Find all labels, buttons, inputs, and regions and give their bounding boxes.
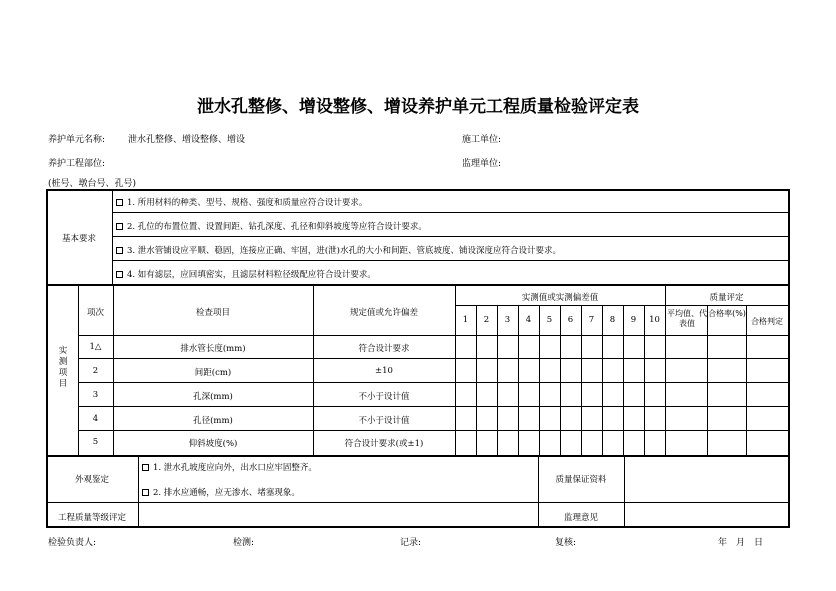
- grid-line: [78, 406, 789, 407]
- grid-line: [539, 305, 540, 455]
- basic-item-2-text: 2. 孔位的布置位置、设置间距、钻孔深度、孔径和仰斜坡度等应符合设计要求。: [127, 222, 427, 232]
- grid-line: [46, 189, 789, 191]
- measure-num-8: 8: [609, 315, 616, 325]
- grid-line: [46, 455, 789, 457]
- row-4-spec: 不小于设计值: [358, 416, 410, 426]
- appearance-item-2-text: 2. 排水应通畅，应无渗水、堵塞现象。: [153, 488, 300, 498]
- unit-name-label: 养护单元名称:: [48, 135, 106, 145]
- checkbox-appearance-2[interactable]: [142, 489, 149, 496]
- grid-line: [46, 502, 789, 503]
- grid-line: [560, 305, 561, 455]
- appearance-item-1: [142, 461, 317, 473]
- col-rate: 合格率(%): [708, 309, 746, 318]
- checkbox-basic-1[interactable]: [116, 199, 123, 206]
- grid-line: [78, 430, 789, 431]
- row-5-item: 仰斜坡度(%): [188, 439, 238, 449]
- col-judge: 合格判定: [751, 317, 783, 326]
- measure-num-10: 10: [649, 315, 660, 325]
- grid-line: [46, 284, 789, 286]
- basic-item-4: [116, 268, 376, 280]
- footer-test: 检测:: [233, 538, 255, 548]
- basic-item-2: [116, 220, 427, 232]
- grid-line: [644, 305, 645, 455]
- row-2-no: 2: [92, 366, 99, 376]
- construction-unit-label: 施工单位:: [462, 135, 502, 145]
- col-measured: 实测值或实测偏差值: [521, 293, 599, 303]
- basic-item-4-text: 4. 如有滤层，应回填密实，且滤层材料粒径级配应符合设计要求。: [127, 270, 376, 280]
- grid-line: [624, 455, 625, 526]
- supervision-opinion-label: 监理意见: [563, 513, 598, 523]
- row-2-spec: ±10: [375, 366, 393, 376]
- checkbox-basic-3[interactable]: [116, 247, 123, 254]
- grid-line: [455, 284, 456, 455]
- col-quality: 质量评定: [709, 293, 744, 303]
- grid-line: [665, 284, 666, 455]
- appearance-item-1-text: 1. 泄水孔坡度应向外，出水口应牢固整齐。: [153, 463, 317, 473]
- footer-review: 复核:: [555, 538, 577, 548]
- appearance-label: 外观鉴定: [74, 475, 109, 485]
- basic-item-1-text: 1. 所用材料的种类、型号、规格、强度和质量应符合设计要求。: [127, 198, 368, 208]
- measure-num-4: 4: [525, 315, 532, 325]
- grid-line: [455, 305, 789, 306]
- footer-date: 年 月 日: [718, 538, 764, 548]
- measure-num-7: 7: [588, 315, 595, 325]
- row-1-no: 1△: [89, 342, 102, 352]
- grid-line: [623, 305, 624, 455]
- pile-note: (桩号、墩台号、孔号): [48, 179, 137, 189]
- row-3-spec: 不小于设计值: [358, 392, 410, 402]
- grid-line: [581, 305, 582, 455]
- grade-label: 工程质量等级评定: [57, 513, 126, 523]
- measure-num-3: 3: [504, 315, 511, 325]
- grid-line: [112, 212, 789, 213]
- col-check-item: 检查项目: [195, 308, 230, 318]
- grid-line: [112, 189, 113, 284]
- row-4-no: 4: [92, 414, 99, 424]
- project-part-label: 养护工程部位:: [48, 159, 106, 169]
- basic-item-1: [116, 196, 367, 208]
- measure-num-1: 1: [462, 315, 469, 325]
- measure-num-9: 9: [630, 315, 637, 325]
- appearance-item-2: [142, 486, 300, 498]
- grid-line: [602, 305, 603, 455]
- grid-line: [138, 455, 139, 526]
- row-1-item: 排水管长度(mm): [180, 344, 246, 354]
- grid-line: [746, 305, 747, 455]
- row-1-spec: 符合设计要求: [358, 344, 410, 354]
- checkbox-appearance-1[interactable]: [142, 464, 149, 471]
- grid-line: [518, 305, 519, 455]
- grid-line: [46, 526, 789, 528]
- page-title: 泄水孔整修、增设整修、增设养护单元工程质量检验评定表: [197, 97, 639, 117]
- measure-num-6: 6: [567, 315, 574, 325]
- basic-item-3-text: 3. 泄水管铺设应平顺、稳固，连接应正确、牢固，进(泄)水孔的大小和间距、管底坡度、铺设深度应符合设计要求。: [127, 246, 561, 256]
- row-5-spec: 符合设计要求(或±1): [344, 439, 424, 449]
- checkbox-basic-2[interactable]: [116, 223, 123, 230]
- supervision-unit-label: 监理单位:: [462, 159, 502, 169]
- measured-items-side-label: 实测项目: [58, 346, 68, 389]
- grid-line: [78, 335, 789, 336]
- checkbox-basic-4[interactable]: [116, 271, 123, 278]
- col-spec: 规定值或允许偏差: [349, 308, 418, 318]
- measure-num-2: 2: [483, 315, 490, 325]
- measure-num-5: 5: [546, 315, 553, 325]
- footer-inspector: 检验负责人:: [48, 538, 97, 548]
- unit-name-value: 泄水孔整修、增设整修、增设: [128, 135, 246, 145]
- grid-line: [78, 358, 789, 359]
- grid-line: [476, 305, 477, 455]
- row-2-item: 间距(cm): [194, 368, 232, 378]
- grid-line: [707, 305, 708, 455]
- footer-record: 记录:: [400, 538, 422, 548]
- basic-requirements-label: 基本要求: [61, 234, 96, 244]
- row-4-item: 孔径(mm): [193, 416, 233, 426]
- row-3-no: 3: [92, 390, 99, 400]
- row-3-item: 孔深(mm): [193, 392, 233, 402]
- grid-line: [78, 382, 789, 383]
- grid-line: [497, 305, 498, 455]
- basic-item-3: [116, 244, 561, 256]
- row-5-no: 5: [92, 437, 99, 447]
- grid-line: [112, 260, 789, 261]
- grid-line: [112, 236, 789, 237]
- col-item-no: 项次: [86, 308, 104, 318]
- qa-data-label: 质量保证资料: [555, 475, 607, 485]
- col-avg: 平均值、代表值: [667, 309, 707, 328]
